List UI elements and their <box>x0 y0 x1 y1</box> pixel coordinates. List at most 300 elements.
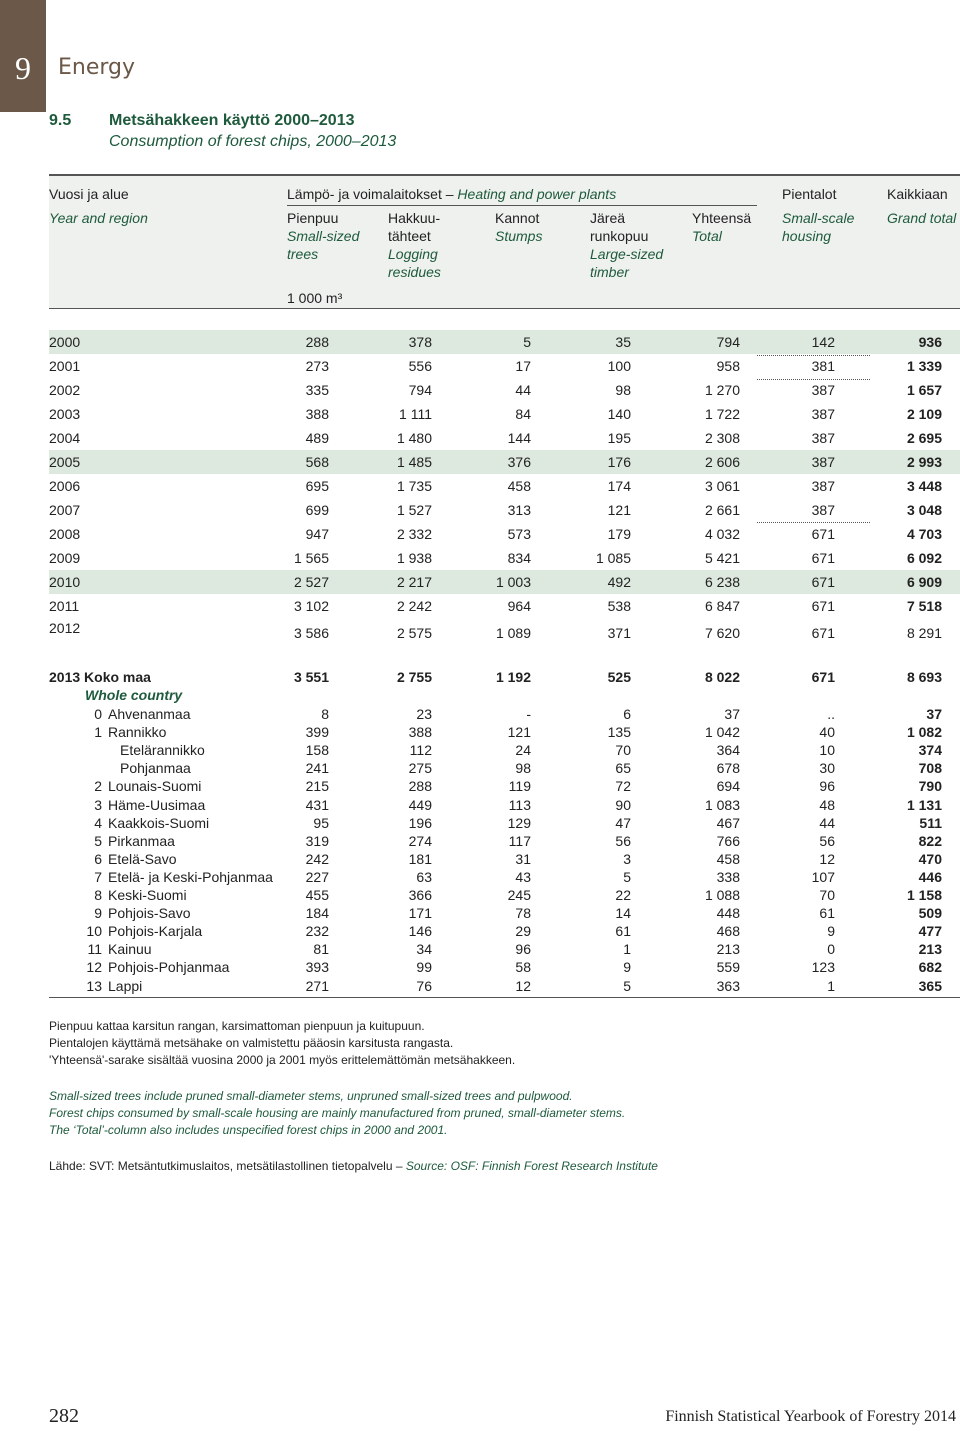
col-jarea-fi2: runkopuu <box>590 228 649 244</box>
row-year: 2007 <box>49 502 81 518</box>
cell: 119 <box>508 778 531 795</box>
cell: 538 <box>607 598 631 614</box>
cell: 467 <box>716 814 740 831</box>
cell: 470 <box>918 850 942 867</box>
table-row <box>49 570 960 594</box>
cell: 458 <box>716 850 740 867</box>
cell: 70 <box>819 887 835 903</box>
cell: 123 <box>811 959 835 976</box>
cell: 2 661 <box>704 502 740 518</box>
cell: 58 <box>515 959 531 976</box>
cell: 121 <box>507 724 531 741</box>
cell: 34 <box>416 941 432 958</box>
cell: 1 735 <box>396 478 432 494</box>
cell: 958 <box>716 358 740 374</box>
col-jarea <box>590 209 663 281</box>
cell: 274 <box>408 832 432 849</box>
col-pienpuu-fi: Pienpuu <box>287 210 339 226</box>
cell: 9 <box>623 959 631 976</box>
cell: 1 158 <box>906 887 942 903</box>
break-marker <box>757 379 870 380</box>
cell: 35 <box>615 334 631 350</box>
cell: 568 <box>305 454 329 470</box>
region-number: 8 <box>94 887 102 903</box>
cell: 242 <box>305 850 329 867</box>
cell: 1 527 <box>396 502 432 518</box>
cell: 1 480 <box>396 430 432 446</box>
cell: 184 <box>305 905 329 922</box>
col-hakkuu-fi1: Hakkuu- <box>388 210 441 226</box>
cell: 81 <box>313 941 329 958</box>
cell: 794 <box>716 334 740 350</box>
region-number: 4 <box>94 814 102 831</box>
cell: 766 <box>716 832 740 849</box>
cell: 822 <box>918 832 942 849</box>
cell: 47 <box>615 814 631 831</box>
cell: 112 <box>409 742 432 759</box>
cell: 37 <box>926 706 942 722</box>
table-row <box>49 378 960 402</box>
note-en-1: Small-sized trees include pruned small-diameter stems, unpruned small-sized trees and pulpwood. <box>49 1089 573 1103</box>
cell: 387 <box>811 382 835 398</box>
cell: 489 <box>305 430 329 446</box>
col-yhteensa-en: Total <box>692 228 722 244</box>
cell: 232 <box>305 923 329 940</box>
region-number: 1 <box>94 724 102 741</box>
table-row <box>49 977 960 995</box>
cell: 245 <box>507 887 531 903</box>
cell: 12 <box>515 977 531 994</box>
cell: 95 <box>313 814 329 831</box>
cell: 76 <box>416 977 432 994</box>
table-title-en: Consumption of forest chips, 2000–2013 <box>109 133 397 150</box>
cell: 559 <box>716 959 740 976</box>
table-row <box>49 330 960 354</box>
cell: 1 270 <box>704 382 740 398</box>
cell: 6 909 <box>906 574 942 590</box>
chapter-tab <box>0 0 46 112</box>
cell: 288 <box>305 334 329 350</box>
cell: 708 <box>918 760 942 777</box>
cell: 6 092 <box>906 550 942 566</box>
cell: 458 <box>507 478 531 494</box>
region-name: Etelä-Savo <box>108 850 177 867</box>
cell: 5 <box>623 977 631 994</box>
cell: 671 <box>811 574 835 590</box>
row-year: 2000 <box>49 334 81 350</box>
cell: 23 <box>416 706 432 722</box>
cell: 365 <box>918 977 942 994</box>
col-total-fi: Kaikkiaan <box>887 186 948 202</box>
cell: 695 <box>305 478 329 494</box>
region-name: Kaakkois-Suomi <box>108 814 210 831</box>
cell: 146 <box>408 923 432 940</box>
cell: 1 085 <box>595 550 631 566</box>
cell: 158 <box>305 742 329 759</box>
page-number: 282 <box>49 1405 79 1427</box>
cell: 556 <box>408 358 432 374</box>
cell: 10 <box>819 742 835 759</box>
source-line <box>49 1158 658 1174</box>
col-kannot <box>495 209 542 245</box>
cell: 5 421 <box>704 550 740 566</box>
cell: 671 <box>811 625 835 641</box>
cell: 8 693 <box>906 669 942 685</box>
table-row <box>49 850 960 868</box>
table-bottom-rule <box>49 997 960 998</box>
cell: 135 <box>607 724 631 741</box>
group-rule <box>287 205 757 206</box>
cell: 113 <box>508 796 531 813</box>
cell: 107 <box>811 868 835 885</box>
cell: 4 703 <box>906 526 942 542</box>
table-row <box>49 759 960 777</box>
table-row <box>49 618 960 642</box>
row-year: 2005 <box>49 454 81 470</box>
cell: 1 082 <box>906 724 942 741</box>
cell: 0 <box>827 941 835 958</box>
region-name: Etelä- ja Keski-Pohjanmaa <box>108 868 273 885</box>
cell: 492 <box>607 574 631 590</box>
cell: 44 <box>515 382 531 398</box>
col-hakkuu-fi2: tähteet <box>388 228 431 244</box>
table-row <box>49 498 960 522</box>
cell: 176 <box>607 454 631 470</box>
cell: .. <box>827 706 835 722</box>
cell: 378 <box>408 334 432 350</box>
row-label: 2013 Koko maa <box>49 669 151 685</box>
cell: 227 <box>305 868 329 885</box>
region-number: 10 <box>86 923 102 940</box>
row-year: 2003 <box>49 406 81 422</box>
cell: 671 <box>811 669 835 685</box>
table-row <box>49 426 960 450</box>
cell: 431 <box>305 796 329 813</box>
cell: 213 <box>918 941 942 958</box>
break-marker <box>757 522 870 523</box>
col-year-en: Year and region <box>49 210 148 226</box>
cell: 834 <box>507 550 531 566</box>
cell: 1 192 <box>495 669 531 685</box>
col-pientalot-en <box>782 209 854 245</box>
table-row <box>49 904 960 922</box>
col-total-en: Grand total <box>887 210 957 226</box>
cell: 117 <box>508 832 531 849</box>
note-fi-1: Pienpuu kattaa karsitun rangan, karsimattoman pienpuun ja kuitupuun. <box>49 1019 425 1033</box>
table-row <box>49 922 960 940</box>
table-row <box>49 354 960 378</box>
cell: 376 <box>507 454 531 470</box>
cell: 1 938 <box>396 550 432 566</box>
row-year: 2011 <box>49 598 80 614</box>
cell: 61 <box>615 923 631 940</box>
cell: 14 <box>615 905 631 922</box>
col-yhteensa <box>692 209 751 245</box>
cell: 288 <box>408 778 432 795</box>
cell: 573 <box>507 526 531 542</box>
row-year: 2002 <box>49 382 81 398</box>
region-number: 12 <box>86 959 102 976</box>
cell: 381 <box>811 358 835 374</box>
cell: 30 <box>819 760 835 777</box>
chapter-title: Energy <box>58 55 136 80</box>
cell: 387 <box>811 430 835 446</box>
col-pienpuu-en1: Small-sized <box>287 228 360 244</box>
cell: 446 <box>918 868 942 885</box>
cell: 1 003 <box>495 574 531 590</box>
region-name: Pirkanmaa <box>108 832 175 849</box>
cell: 129 <box>507 814 531 831</box>
cell: 699 <box>305 502 329 518</box>
cell: 271 <box>305 977 329 994</box>
col-hakkuu-en1: Logging <box>388 246 438 262</box>
source-en: Source: OSF: Finnish Forest Research Institute <box>405 1159 658 1173</box>
header-bottom-rule <box>49 308 960 309</box>
cell: 2 695 <box>906 430 942 446</box>
row-year: 2006 <box>49 478 81 494</box>
cell: 947 <box>305 526 329 542</box>
cell: 181 <box>408 850 432 867</box>
note-fi-3: 'Yhteensä'-sarake sisältää vuosina 2000 ja 2001 myös erittelemättömän metsähakkeen. <box>49 1053 516 1067</box>
table-row <box>49 594 960 618</box>
cell: 98 <box>615 382 631 398</box>
cell: 44 <box>819 814 835 831</box>
cell: 31 <box>515 850 531 867</box>
cell: 335 <box>305 382 329 398</box>
cell: 936 <box>918 334 942 350</box>
header-top-rule <box>49 174 960 176</box>
region-name: Keski-Suomi <box>108 887 187 903</box>
col-kannot-en: Stumps <box>495 228 543 244</box>
col-pienpuu <box>287 209 359 263</box>
cell: 366 <box>408 887 432 903</box>
col-year-fi: Vuosi ja alue <box>49 186 129 202</box>
cell: 17 <box>515 358 531 374</box>
group-header-fi: Lämpö- ja voimalaitokset – <box>287 186 454 202</box>
cell: 2 308 <box>704 430 740 446</box>
cell: 449 <box>408 796 432 813</box>
table-row <box>49 868 960 886</box>
cell: 142 <box>811 334 835 350</box>
cell: 121 <box>607 502 631 518</box>
region-name: Etelärannikko <box>120 742 205 759</box>
region-name: Pohjanmaa <box>120 760 191 777</box>
col-pientalot-fi: Pientalot <box>782 186 837 202</box>
cell: 964 <box>507 598 531 614</box>
cell: 61 <box>819 905 835 922</box>
cell: 273 <box>305 358 329 374</box>
cell: 65 <box>615 760 631 777</box>
cell: 1 565 <box>293 550 329 566</box>
table-row <box>49 832 960 850</box>
cell: 2 109 <box>906 406 942 422</box>
cell: 1 083 <box>704 796 740 813</box>
note-fi-2: Pientalojen käyttämä metsähake on valmistettu pääosin karsitusta rangasta. <box>49 1036 454 1050</box>
cell: 8 <box>321 706 329 722</box>
cell: 37 <box>724 706 740 722</box>
group-header-en: Heating and power plants <box>457 186 617 202</box>
cell: 72 <box>615 778 631 795</box>
cell: 171 <box>408 905 432 922</box>
cell: 509 <box>918 905 942 922</box>
cell: 99 <box>416 959 432 976</box>
table-row <box>49 450 960 474</box>
cell: 387 <box>811 454 835 470</box>
region-name: Häme-Uusimaa <box>108 796 206 813</box>
cell: 387 <box>811 406 835 422</box>
region-name: Rannikko <box>108 724 167 741</box>
cell: 24 <box>515 742 531 759</box>
book-title: Finnish Statistical Yearbook of Forestry 2014 <box>665 1408 956 1425</box>
col-pientalot-en2: housing <box>782 228 832 244</box>
region-number: 9 <box>94 905 102 922</box>
region-number: 3 <box>94 796 102 813</box>
cell: 371 <box>607 625 631 641</box>
cell: 40 <box>819 724 835 741</box>
cell: 70 <box>615 742 631 759</box>
cell: 48 <box>819 796 835 813</box>
cell: 63 <box>416 868 432 885</box>
cell: 215 <box>305 778 329 795</box>
cell: 140 <box>607 406 631 422</box>
table-row <box>49 522 960 546</box>
cell: 6 <box>623 706 631 722</box>
col-hakkuutahteet <box>388 209 441 281</box>
table-row <box>49 886 960 904</box>
table-row <box>49 958 960 976</box>
table-row <box>49 474 960 498</box>
col-jarea-en1: Large-sized <box>590 246 664 262</box>
cell: 195 <box>607 430 631 446</box>
cell: 2 575 <box>396 625 432 641</box>
table-row <box>49 777 960 795</box>
cell: 3 551 <box>293 669 329 685</box>
cell: 4 032 <box>704 526 740 542</box>
whole-country-label: Whole country <box>85 687 183 703</box>
cell: 90 <box>615 796 631 813</box>
cell: 3 048 <box>906 502 942 518</box>
cell: 6 847 <box>704 598 740 614</box>
table-title <box>49 112 355 130</box>
cell: 56 <box>819 832 835 849</box>
cell: 1 657 <box>906 382 942 398</box>
cell: 671 <box>811 550 835 566</box>
col-jarea-en2: timber <box>590 264 629 280</box>
cell: 96 <box>819 778 835 795</box>
cell: 1 <box>827 977 835 994</box>
table-row <box>49 940 960 958</box>
cell: 22 <box>615 887 631 903</box>
region-number: 11 <box>87 941 102 958</box>
cell: 511 <box>919 814 942 831</box>
region-number: 13 <box>86 977 102 994</box>
break-marker <box>757 355 870 356</box>
cell: 790 <box>918 778 942 795</box>
cell: 455 <box>305 887 329 903</box>
region-name: Lounais-Suomi <box>108 778 202 795</box>
source-fi: Lähde: SVT: Metsäntutkimuslaitos, metsätilastollinen tietopalvelu – <box>49 1159 403 1173</box>
cell: 174 <box>607 478 631 494</box>
note-en-3: The ‘Total’-column also includes unspecified forest chips in 2000 and 2001. <box>49 1123 448 1137</box>
cell: 678 <box>716 760 740 777</box>
cell: 364 <box>716 742 740 759</box>
table-row <box>49 814 960 832</box>
cell: 43 <box>515 868 531 885</box>
cell: 387 <box>811 478 835 494</box>
cell: 525 <box>607 669 631 685</box>
cell: 2 755 <box>396 669 432 685</box>
cell: 3 102 <box>293 598 329 614</box>
cell: 100 <box>607 358 631 374</box>
col-jarea-fi1: Järeä <box>590 210 626 226</box>
cell: 313 <box>507 502 531 518</box>
cell: 694 <box>716 778 740 795</box>
col-pientalot-en1: Small-scale <box>782 210 855 226</box>
unit-label: 1 000 m³ <box>287 290 343 306</box>
cell: 2 993 <box>906 454 942 470</box>
cell: 5 <box>623 868 631 885</box>
region-number: 0 <box>94 706 102 722</box>
cell: 2 527 <box>293 574 329 590</box>
row-year: 2012 <box>49 620 81 636</box>
region-name: Ahvenanmaa <box>108 706 191 722</box>
cell: 8 022 <box>704 669 740 685</box>
cell: 448 <box>716 905 740 922</box>
cell: 388 <box>408 724 432 741</box>
region-number: 5 <box>94 832 102 849</box>
cell: 213 <box>716 941 740 958</box>
cell: 2 606 <box>704 454 740 470</box>
cell: 6 238 <box>704 574 740 590</box>
row-year: 2009 <box>49 550 81 566</box>
col-hakkuu-en2: residues <box>388 264 441 280</box>
table-number: 9.5 <box>49 112 72 129</box>
cell: 8 291 <box>906 625 942 641</box>
cell: 241 <box>305 760 329 777</box>
cell: 393 <box>305 959 329 976</box>
row-year: 2001 <box>49 358 81 374</box>
cell: 1 <box>623 941 631 958</box>
cell: 477 <box>918 923 942 940</box>
col-yhteensa-fi: Yhteensä <box>692 210 752 226</box>
region-number: 2 <box>94 778 102 795</box>
cell: 3 <box>623 850 631 867</box>
region-name: Kainuu <box>108 941 152 958</box>
table-row <box>49 741 960 759</box>
cell: 98 <box>515 760 531 777</box>
cell: 1 088 <box>704 887 740 903</box>
cell: 1 089 <box>495 625 531 641</box>
region-number: 7 <box>94 868 102 885</box>
cell: 2 242 <box>396 598 432 614</box>
region-name: Pohjois-Pohjanmaa <box>108 959 230 976</box>
cell: 3 061 <box>704 478 740 494</box>
cell: 388 <box>305 406 329 422</box>
chapter-number: 9 <box>15 50 31 86</box>
group-header <box>287 185 616 203</box>
cell: 338 <box>716 868 740 885</box>
cell: 374 <box>918 742 942 759</box>
region-name: Lappi <box>108 977 143 994</box>
cell: 84 <box>515 406 531 422</box>
table-row <box>49 796 960 814</box>
cell: 275 <box>408 760 432 777</box>
cell: 144 <box>507 430 531 446</box>
cell: 9 <box>827 923 835 940</box>
table-row <box>49 402 960 426</box>
col-kannot-fi: Kannot <box>495 210 540 226</box>
col-pienpuu-en2: trees <box>287 246 319 262</box>
